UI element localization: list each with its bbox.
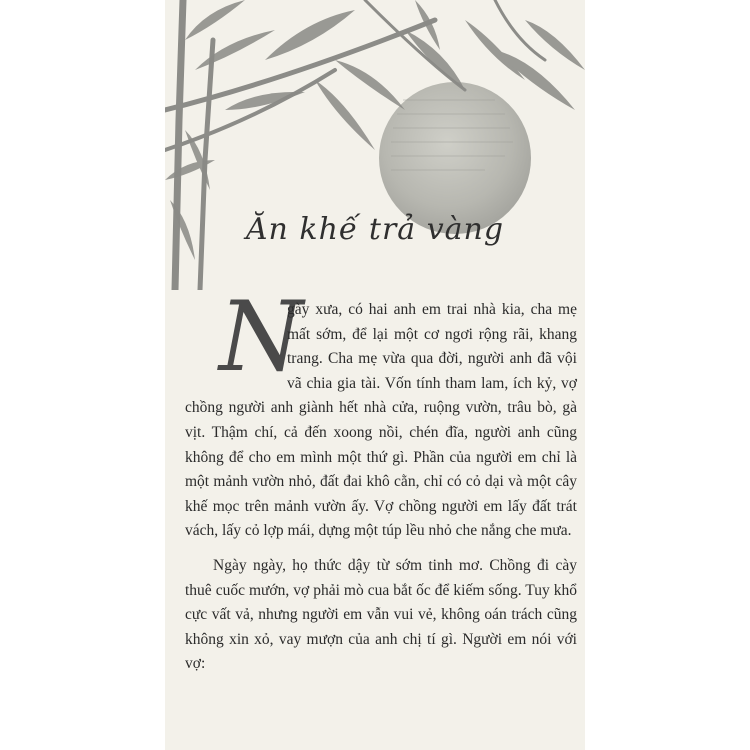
drop-cap: N (219, 281, 303, 393)
paragraph-2: Ngày ngày, họ thức dậy từ sớm tinh mơ. Chồng đi cày thuê cuốc mướn, vợ phải mò cua bắt ốc để kiếm sống. Tuy khổ cực vất vả, nhưng người em vẫn vui vẻ, không oán trách cũng không xin xỏ, vay mượn của anh chị tí gì. Người em nói với vợ: (185, 556, 577, 673)
paragraph-1-text: gày xưa, có hai anh em trai nhà kia, cha mẹ mất sớm, để lại một cơ ngơi rộng rãi, khang trang. Cha mẹ vừa qua đời, người anh đã vội vã chia gia tài. Vốn tính tham lam, ích kỷ, vợ chồng người anh giành hết nhà cửa, ruộng vườn, trâu bò, gà vịt. Thậm chí, cả đến xoong nồi, chén đĩa, người anh cũng không để cho em mình một thứ gì. Phần của người em chỉ là một mảnh vườn nhỏ, đất đai khô cằn, chỉ có cỏ dại và một cây khế mọc trên mảnh vườn ấy. Vợ chồng người em lấy đất trát vách, lấy cỏ lợp mái, dựng một túp lều nhỏ che nắng che mưa. (185, 301, 577, 540)
chapter-title: Ăn khế trả vàng (245, 212, 505, 247)
book-page (165, 0, 585, 750)
story-body (185, 281, 577, 677)
paragraph-1 (185, 281, 577, 544)
